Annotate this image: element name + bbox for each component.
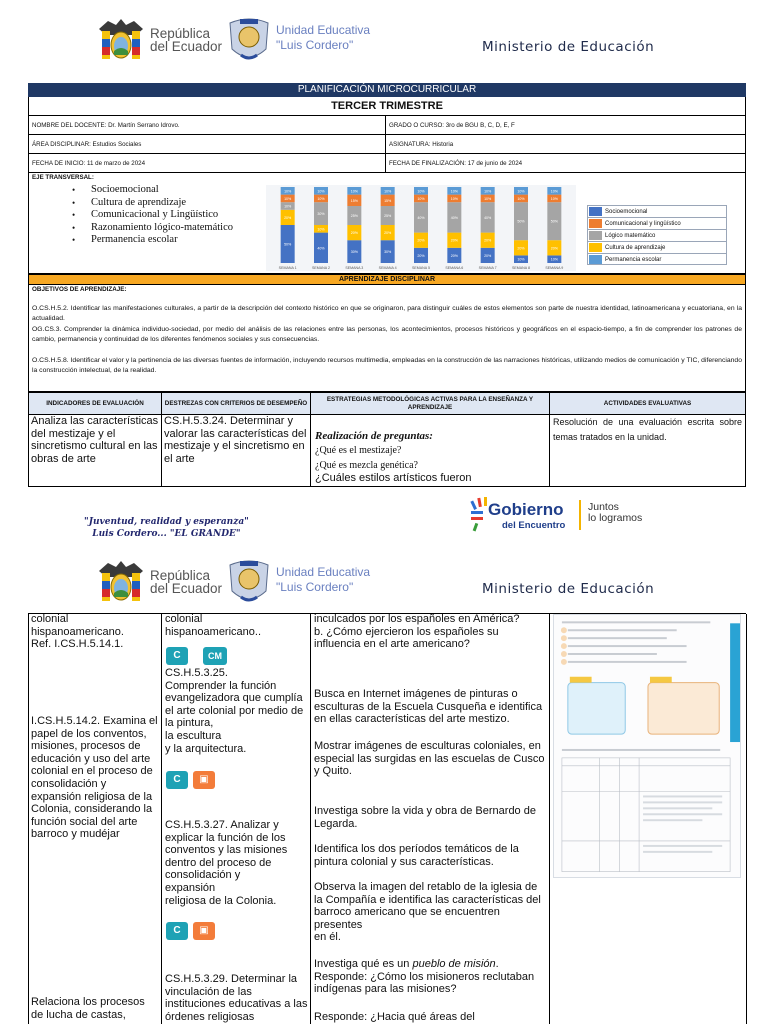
bar-data-label: 10% xyxy=(384,189,392,194)
eje-item: • Comunicacional y Lingüístico xyxy=(91,209,233,222)
bar-data-label: 10% xyxy=(517,257,525,262)
bar-data-label: 20% xyxy=(484,238,492,243)
x-tick-label: SEMANA 4 xyxy=(378,266,397,270)
legend-swatch xyxy=(589,207,602,216)
competencia-c-icon: C xyxy=(166,771,188,789)
legend-item: Permanencia escolar xyxy=(587,253,727,265)
bar-data-label: 10% xyxy=(484,189,492,194)
p2-destreza: CS.H.5.3.25. Comprender la función evangelizadora que cumplía el arte colonial por medio de la pintura, la escultura y la arquitectura. xyxy=(165,667,304,755)
fecha-inicio-field: FECHA DE INICIO: 11 de marzo de 2024 xyxy=(28,154,386,173)
p2-estrategia: inculcados por los españoles en América? b. ¿Cómo ejercieron los españoles su influencia en el arte americano? xyxy=(314,613,520,651)
estrategia-cell xyxy=(310,415,550,487)
bar-data-label: 10% xyxy=(317,189,325,194)
p2-estrategia: Observa la imagen del retablo de la iglesia de la Compañía e identifica las características del barroco americano que se encuentren presentes en él. xyxy=(314,881,541,944)
p2-estrategia: Mostrar imágenes de esculturas coloniales, en especial las surgidas en las escuelas de Cusco y Quito. xyxy=(314,740,545,778)
col-header-indicadores: INDICADORES DE EVALUACIÓN xyxy=(28,392,162,415)
legend-item: Lógico matemático xyxy=(587,229,727,241)
bar-data-label: 10% xyxy=(484,196,492,201)
trimestre-title: TERCER TRIMESTRE xyxy=(28,97,746,116)
competencia-cm-icon: CM xyxy=(203,647,227,665)
p2-estrategia: Identifica los dos períodos temáticos de la pintura colonial y sus características. xyxy=(314,843,519,868)
objetivo-item: O.CS.H.5.2. Identificar las manifestaciones culturales, a partir de la descripción del contexto histórico en que se originaron, para distinguir cuáles de estos elementos son parte de nuestra identidad, latinoamericana y ecuatoriana, en la actualidad. xyxy=(32,304,742,322)
p2-destreza: CS.H.5.3.29. Determinar la vinculación de las instituciones educativas a las órdenes religiosas xyxy=(165,973,308,1023)
bar-data-label: 25% xyxy=(350,214,358,218)
eje-item: • Cultura de aprendizaje xyxy=(91,197,233,210)
aprendizaje-disciplinar-bar: APRENDIZAJE DISCIPLINAR xyxy=(28,274,746,285)
legend-swatch xyxy=(589,255,602,264)
p2-indicador: colonial hispanoamericano. Ref. I.CS.H.5.14.1. xyxy=(31,613,124,651)
eje-item: • Razonamiento lógico-matemático xyxy=(91,222,233,235)
col-header-actividades: ACTIVIDADES EVALUATIVAS xyxy=(549,392,746,415)
legend-swatch xyxy=(589,243,602,252)
unidad-educativa: Unidad Educativa xyxy=(276,23,371,37)
x-tick-label: SEMANA 2 xyxy=(312,266,330,270)
bar-data-label: 10% xyxy=(550,189,558,194)
p2-destreza: CS.H.5.3.27. Analizar y explicar la función de los conventos y las misiones dentro del proceso de consolidación y expansión religiosa de la Colonia. xyxy=(165,819,288,907)
col-header-destrezas: DESTREZAS CON CRITERIOS DE DESEMPEÑO xyxy=(161,392,311,415)
encuentro-word: del Encuentro xyxy=(502,520,566,531)
competencia-digital-icon: ▣ xyxy=(193,922,215,940)
eje-distribution-chart xyxy=(266,185,576,271)
p2-destreza: colonial hispanoamericano.. xyxy=(165,613,262,638)
x-tick-label: SEMANA 1 xyxy=(278,266,297,270)
bar-data-label: 15% xyxy=(350,198,358,203)
x-tick-label: SEMANA 6 xyxy=(445,266,464,270)
ministerio-title: Ministerio de Educación xyxy=(482,39,655,55)
page-header xyxy=(0,15,768,85)
destreza-cell: CS.H.5.3.24. Determinar y valorar las características del mestizaje y el sincretismo en el arte xyxy=(161,415,311,487)
bar-data-label: 10% xyxy=(284,204,292,209)
x-tick-label: SEMANA 5 xyxy=(412,266,430,270)
ecuador-coat-of-arms-icon xyxy=(96,557,146,607)
bar-data-label: 10% xyxy=(450,189,458,194)
bar-data-label: 40% xyxy=(317,246,325,251)
bar-data-label: 20% xyxy=(350,231,358,236)
textbook-excerpt-image xyxy=(553,614,741,878)
grado-field: GRADO O CURSO: 3ro de BGU B, C, D, E, F xyxy=(385,116,746,135)
bar-data-label: 10% xyxy=(417,189,425,194)
bar-data-label: 10% xyxy=(284,189,292,194)
estrategia-question: ¿Qué es mezcla genética? xyxy=(315,460,418,471)
republica-line1: República xyxy=(150,568,211,583)
republica-line2: del Ecuador xyxy=(150,581,223,596)
x-tick-label: SEMANA 9 xyxy=(545,266,564,270)
legend-swatch xyxy=(589,231,602,240)
bar-data-label: 10% xyxy=(284,196,292,201)
legend-swatch xyxy=(589,219,602,228)
bar-data-label: 50% xyxy=(517,219,525,224)
bar-data-label: 40% xyxy=(417,215,425,220)
p2-estrategia-mision: Investiga qué es un pueblo de misión. Responde: ¿Cómo los misioneros reclutaban indígenas para las misiones? xyxy=(314,958,535,996)
school-crest-icon xyxy=(226,557,272,609)
indicador-cell: Analiza las características del mestizaje y el sincretismo cultural en las obras de arte xyxy=(28,415,162,487)
bar-data-label: 50% xyxy=(550,219,558,224)
estrategia-question: ¿Qué es el mestizaje? xyxy=(315,445,402,456)
p2-estrategia: Busca en Internet imágenes de pinturas o esculturas de la Escuela Cusqueña e identifica en ellas características del arte mestizo. xyxy=(314,688,543,726)
p2-estrategia: Investiga sobre la vida y obra de Bernardo de Legarda. xyxy=(314,805,536,830)
legend-item: Comunicacional y lingüístico xyxy=(587,217,727,229)
x-tick-label: SEMANA 8 xyxy=(512,266,530,270)
bar-data-label: 25% xyxy=(384,214,392,218)
p2-indicador: I.CS.H.5.14.2. Examina el papel de los conventos, misiones, procesos de educación y uso del arte colonial en el proceso de consolidación y expansión religiosa de la Colonia, considerando la función social del arte barroco y mudéjar xyxy=(31,715,158,841)
eje-list xyxy=(91,184,233,247)
bar-data-label: 10% xyxy=(517,196,525,201)
bar-data-label: 10% xyxy=(317,196,325,201)
objetivo-item: O.CS.H.5.8. Identificar el valor y la pertinencia de las diversas fuentes de información, incluyendo recursos multimedia, empleadas en la construcción de las narraciones históricas, utilizando medios de comunicación y TIC, diferenciando la construcción intelectual, de la realidad. xyxy=(32,356,742,374)
asignatura-field: ASIGNATURA: Historia xyxy=(385,135,746,154)
p2-estrategia: Responde: ¿Hacia qué áreas del xyxy=(314,1011,475,1023)
bar-data-label: 10% xyxy=(550,196,558,201)
bar-data-label: 10% xyxy=(417,196,425,201)
chart-legend xyxy=(587,205,727,265)
bar-data-label: 50% xyxy=(284,242,292,247)
x-tick-label: SEMANA 7 xyxy=(478,266,497,270)
bar-data-label: 20% xyxy=(450,238,458,243)
col-header-estrategias: ESTRATEGIAS METODOLÓGICAS ACTIVAS PARA LA ENSEÑANZA Y APRENDIZAJE xyxy=(310,392,550,415)
bar-data-label: 20% xyxy=(284,215,292,220)
estrategia-question: ¿Cuáles estilos artísticos fueron xyxy=(315,472,472,484)
bar-data-label: 30% xyxy=(317,212,325,217)
actividad-cell: Resolución de una evaluación escrita sobre temas tratados en la unidad. xyxy=(549,415,746,487)
school-crest-icon xyxy=(226,15,272,67)
gobierno-word: Gobierno xyxy=(488,500,564,519)
republica-line1: República xyxy=(150,26,211,41)
fecha-fin-field: FECHA DE FINALIZACIÓN: 17 de junio de 2024 xyxy=(385,154,746,173)
bar-data-label: 15% xyxy=(384,198,392,203)
objetivo-item: OG.CS.3. Comprender la dinámica individuo-sociedad, por medio del análisis de las relaciones entre las personas, los acontecimientos, procesos históricos y geográficos en el espacio-tiempo, a fin de comprender los patrones de cambio, permanencia y continuidad de los diferentes fenómenos sociales y sus consecuencias. xyxy=(32,325,742,343)
school-slogan: "Juventud, realidad y esperanza" Luis Cordero... "EL GRANDE" xyxy=(84,517,249,539)
ecuador-coat-of-arms-icon xyxy=(96,15,146,65)
competencia-digital-icon: ▣ xyxy=(193,771,215,789)
plan-title: PLANIFICACIÓN MICROCURRICULAR xyxy=(28,83,746,97)
bar-data-label: 20% xyxy=(550,246,558,251)
bar-data-label: 30% xyxy=(384,250,392,255)
docente-field: NOMBRE DEL DOCENTE: Dr. Martín Serrano Idrovo. xyxy=(28,116,386,135)
unidad-name: "Luis Cordero" xyxy=(276,38,354,52)
juntos-line2: lo logramos xyxy=(588,512,643,524)
bar-data-label: 40% xyxy=(484,215,492,220)
objetivos-label: OBJETIVOS DE APRENDIZAJE: xyxy=(32,286,127,293)
competencia-c-icon: C xyxy=(166,647,188,665)
bar-data-label: 40% xyxy=(450,215,458,220)
bar-data-label: 20% xyxy=(517,246,525,251)
eje-item: • Permanencia escolar xyxy=(91,234,233,247)
juntos-line1: Juntos xyxy=(588,501,619,513)
bar-data-label: 20% xyxy=(417,253,425,258)
eje-label: EJE TRANSVERSAL: xyxy=(32,174,94,181)
competencia-c-icon: C xyxy=(166,922,188,940)
estrategia-title: Realización de preguntas: xyxy=(315,430,433,442)
unidad-educativa: Unidad Educativa xyxy=(276,565,371,579)
p2-indicador: Relaciona los procesos de lucha de castas, xyxy=(31,996,145,1021)
bar-data-label: 10% xyxy=(350,189,358,194)
bar-data-label: 30% xyxy=(350,250,358,255)
bar-data-label: 10% xyxy=(550,257,558,262)
republica-line2: del Ecuador xyxy=(150,39,223,54)
bar-data-label: 20% xyxy=(450,253,458,258)
x-tick-label: SEMANA 3 xyxy=(345,266,364,270)
legend-item: Cultura de aprendizaje xyxy=(587,241,727,253)
bar-data-label: 20% xyxy=(384,231,392,236)
bar-data-label: 10% xyxy=(450,196,458,201)
unidad-name: "Luis Cordero" xyxy=(276,580,354,594)
objetivos-block xyxy=(28,285,746,392)
bar-data-label: 10% xyxy=(317,227,325,232)
bar-data-label: 20% xyxy=(417,238,425,243)
bar-data-label: 10% xyxy=(517,189,525,194)
eje-item: • Socioemocional xyxy=(91,184,233,197)
area-field: ÁREA DISCIPLINAR: Estudios Sociales xyxy=(28,135,386,154)
legend-item: Socioemocional xyxy=(587,205,727,217)
bar-data-label: 20% xyxy=(484,253,492,258)
gobierno-logo xyxy=(470,495,670,537)
ministerio-title: Ministerio de Educación xyxy=(482,581,655,597)
